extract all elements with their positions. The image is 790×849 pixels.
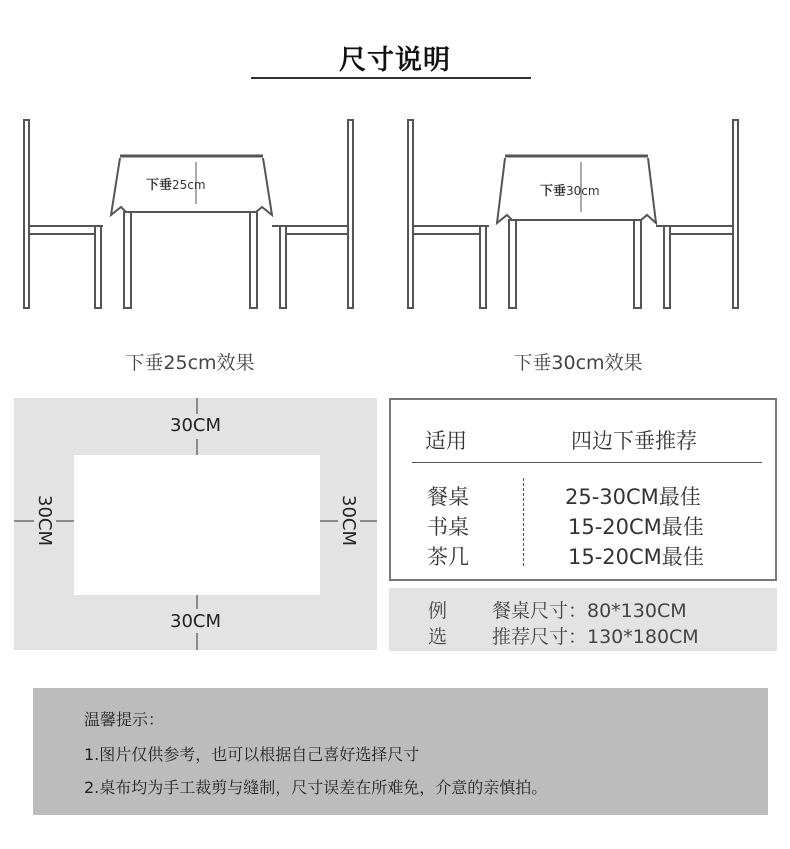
example-recommended-size: 推荐尺寸：130*180CM: [492, 626, 699, 648]
caption-30cm: 下垂30cm效果: [513, 352, 643, 374]
dim-top: 30CM: [170, 415, 222, 436]
table-top-area: [74, 455, 320, 595]
dim-left: 30CM: [34, 494, 56, 547]
table-illustrations: [0, 0, 790, 320]
chair-left-1: [24, 120, 103, 308]
tip-item-2: 2.桌布均为手工裁剪与缝制，尺寸误差在所难免，介意的亲慎拍。: [84, 778, 548, 797]
table-2: [497, 156, 656, 308]
drop-label-2: 下垂30cm: [540, 184, 600, 199]
example-label-1: 例: [428, 600, 448, 622]
tip-item-1: 1.图片仅供参考，也可以根据自己喜好选择尺寸: [84, 745, 420, 764]
chair-left-2: [408, 120, 489, 308]
page-title: 尺寸说明: [339, 45, 451, 76]
column-divider: [523, 478, 524, 566]
row-item-1: 餐桌: [427, 485, 469, 509]
dim-bottom: 30CM: [170, 611, 222, 632]
row-value-1: 25-30CM最佳: [565, 485, 701, 509]
chair-right-2: [656, 120, 738, 308]
header-divider: [412, 462, 762, 463]
drop-label-1: 下垂25cm: [146, 178, 206, 193]
tips-heading: 温馨提示：: [84, 710, 165, 729]
caption-25cm: 下垂25cm效果: [125, 352, 255, 374]
dim-right: 30CM: [338, 494, 360, 547]
row-item-3: 茶几: [427, 545, 469, 569]
header-use: 适用: [425, 429, 467, 453]
row-item-2: 书桌: [427, 515, 469, 539]
example-table-size: 餐桌尺寸：80*130CM: [492, 600, 687, 622]
header-drop: 四边下垂推荐: [571, 429, 697, 453]
chair-right-1: [272, 120, 353, 308]
example-label-2: 选: [428, 626, 448, 648]
row-value-2: 15-20CM最佳: [568, 515, 704, 539]
row-value-3: 15-20CM最佳: [568, 545, 704, 569]
